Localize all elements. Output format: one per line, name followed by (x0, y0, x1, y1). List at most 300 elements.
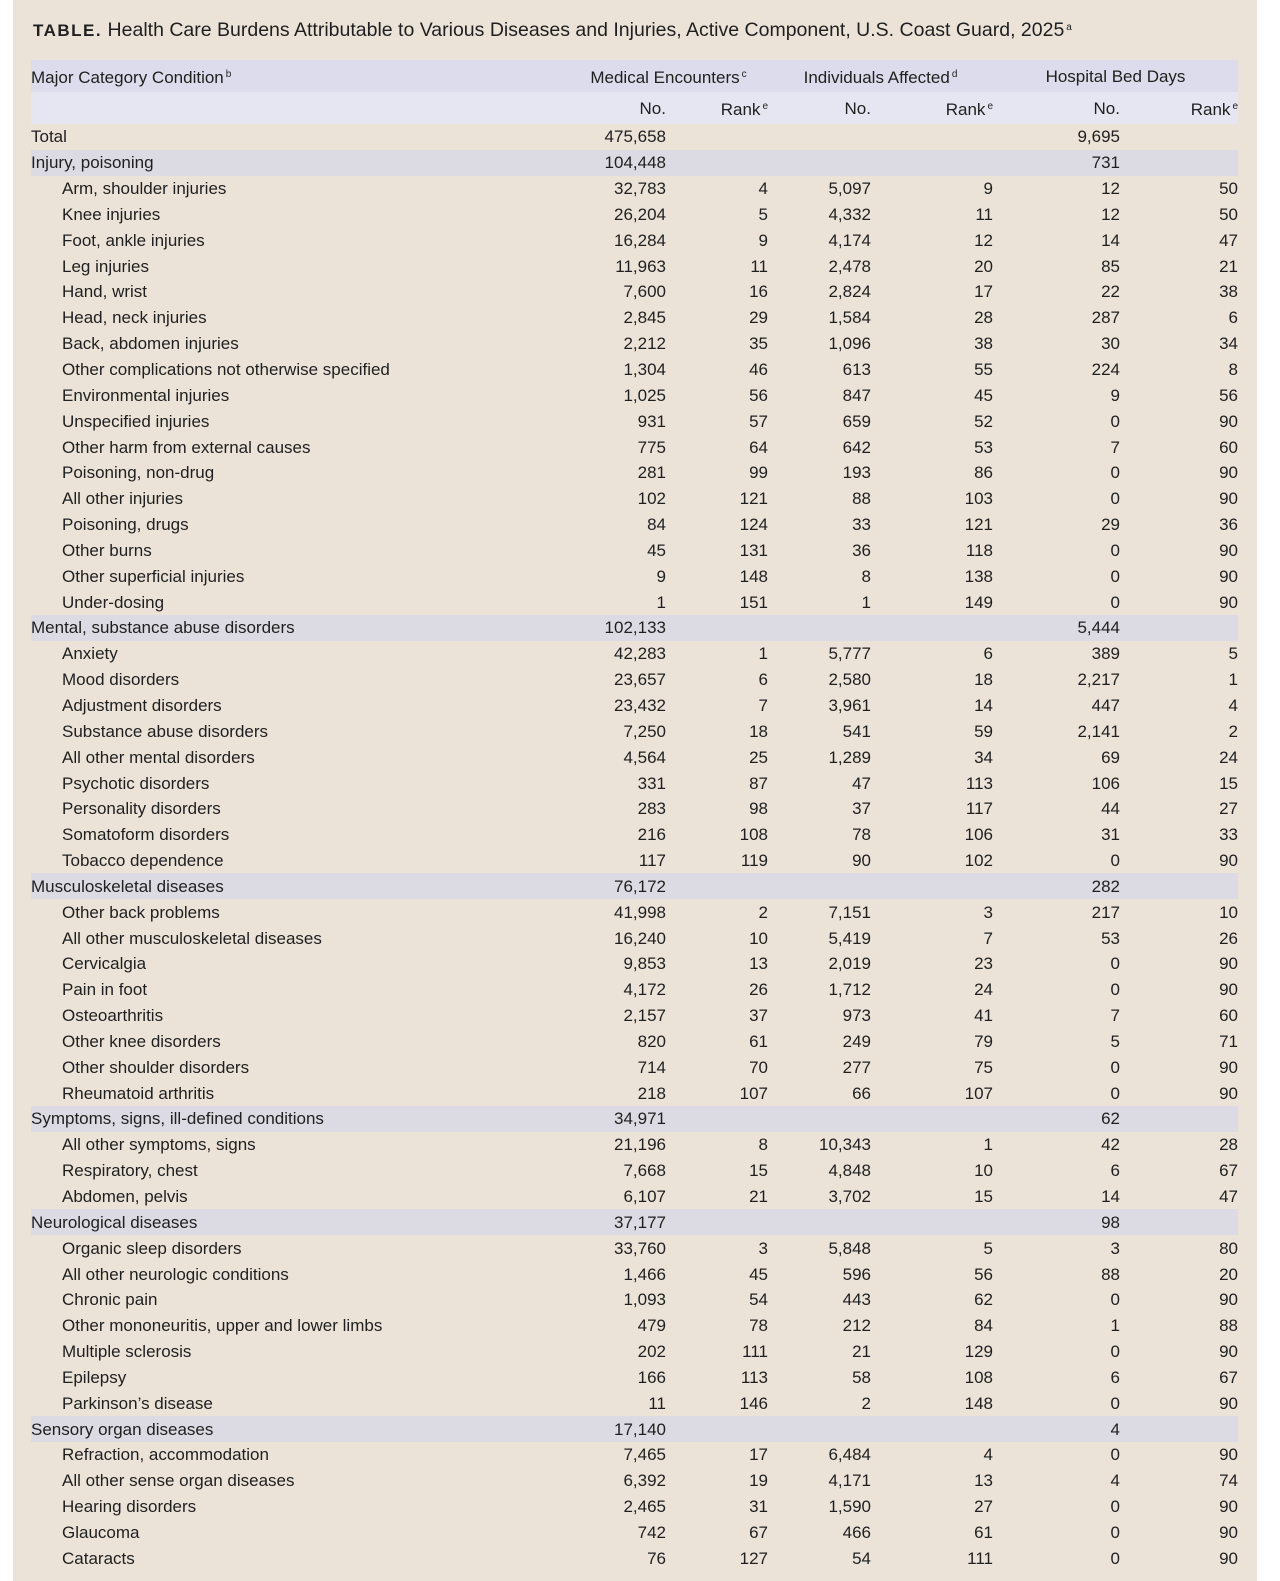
bed-days-no-cell: 0 (1110, 980, 1120, 1000)
encounters-rank-cell: 29 (749, 308, 768, 328)
table-row (31, 796, 1238, 822)
bed-days-no-cell: 88 (1101, 1264, 1120, 1284)
header-enc-no: No. (639, 98, 666, 118)
individuals-no-cell: 88 (852, 489, 871, 509)
encounters-rank-cell: 78 (749, 1316, 768, 1336)
encounters-rank-cell: 26 (749, 980, 768, 1000)
bed-days-rank-cell: 90 (1219, 592, 1238, 612)
individuals-no-cell: 58 (852, 1367, 871, 1387)
individuals-rank-cell: 6 (983, 644, 993, 664)
condition-cell: Leg injuries (62, 256, 149, 276)
individuals-rank-cell: 129 (964, 1342, 993, 1362)
category-row (31, 1416, 1238, 1442)
condition-cell: All other musculoskeletal diseases (62, 928, 322, 948)
encounters-rank-cell: 61 (749, 1031, 768, 1051)
condition-cell: Personality disorders (62, 799, 221, 819)
encounters-no-cell: 11 (648, 1393, 666, 1413)
bed-days-rank-cell: 90 (1219, 1522, 1238, 1542)
encounters-rank-cell: 21 (749, 1187, 768, 1207)
encounters-no-cell: 21,196 (614, 1135, 666, 1155)
encounters-no-cell: 742 (637, 1522, 666, 1542)
encounters-rank-cell: 1 (758, 644, 768, 664)
table-row (31, 176, 1238, 202)
individuals-no-cell: 33 (852, 515, 871, 535)
table-row (31, 1287, 1238, 1313)
condition-cell: Unspecified injuries (62, 411, 210, 431)
condition-cell: Other back problems (62, 902, 220, 922)
individuals-no-cell: 1,590 (828, 1497, 871, 1517)
bed-days-no-cell: 0 (1110, 1290, 1120, 1310)
encounters-rank-cell: 146 (739, 1393, 768, 1413)
data-table (31, 60, 1238, 1571)
bed-days-rank-cell: 74 (1219, 1471, 1238, 1491)
individuals-no-cell: 212 (842, 1316, 871, 1336)
encounters-no-cell: 42,283 (614, 644, 666, 664)
individuals-rank-cell (871, 1106, 993, 1132)
bed-days-no-cell: 0 (1110, 954, 1120, 974)
individuals-no-cell: 47 (852, 773, 871, 793)
bed-days-no-cell: 0 (1110, 411, 1120, 431)
encounters-rank-cell: 46 (749, 360, 768, 380)
individuals-rank-cell (871, 615, 993, 641)
individuals-no-cell (768, 124, 871, 150)
encounters-rank-cell: 131 (739, 540, 768, 560)
bed-days-rank-cell: 88 (1219, 1316, 1238, 1336)
encounters-no-cell: 17,140 (614, 1419, 666, 1439)
condition-cell: All other neurologic conditions (62, 1264, 289, 1284)
bed-days-no-cell: 0 (1110, 566, 1120, 586)
table-row (31, 693, 1238, 719)
individuals-rank-cell: 138 (964, 566, 993, 586)
bed-days-no-cell: 29 (1101, 515, 1120, 535)
individuals-rank-cell: 28 (974, 308, 993, 328)
condition-cell: Other complications not otherwise specified (62, 360, 390, 380)
bed-days-no-cell: 42 (1101, 1135, 1120, 1155)
individuals-no-cell: 3,961 (828, 695, 871, 715)
individuals-no-cell: 613 (842, 360, 871, 380)
table-row (31, 434, 1238, 460)
condition-cell: Respiratory, chest (62, 1161, 198, 1181)
encounters-rank-cell: 148 (739, 566, 768, 586)
bed-days-no-cell: 6 (1110, 1161, 1120, 1181)
condition-cell: Other knee disorders (62, 1031, 221, 1051)
bed-days-no-cell: 0 (1110, 592, 1120, 612)
bed-days-rank-cell: 6 (1228, 308, 1238, 328)
individuals-no-cell: 7,151 (828, 902, 871, 922)
bed-days-rank-cell: 21 (1219, 256, 1238, 276)
individuals-rank-cell: 107 (964, 1083, 993, 1103)
encounters-no-cell: 41,998 (614, 902, 666, 922)
encounters-no-cell: 1,025 (623, 385, 666, 405)
encounters-rank-cell: 17 (749, 1445, 768, 1465)
table-row (31, 331, 1238, 357)
individuals-no-cell: 54 (852, 1548, 871, 1568)
encounters-no-cell: 6,392 (623, 1471, 666, 1491)
individuals-no-cell: 1,289 (828, 747, 871, 767)
individuals-no-cell: 249 (842, 1031, 871, 1051)
encounters-no-cell: 4,564 (623, 747, 666, 767)
table-row (31, 408, 1238, 434)
bed-days-no-cell: 0 (1110, 463, 1120, 483)
individuals-no-cell: 1 (861, 592, 871, 612)
bed-days-rank-cell: 56 (1219, 385, 1238, 405)
individuals-no-cell: 847 (842, 385, 871, 405)
individuals-rank-cell: 84 (974, 1316, 993, 1336)
encounters-rank-cell: 15 (749, 1161, 768, 1181)
individuals-rank-cell: 121 (964, 515, 993, 535)
encounters-rank-cell (666, 1416, 768, 1442)
bed-days-rank-cell: 47 (1219, 1187, 1238, 1207)
table-row (31, 1468, 1238, 1494)
table-row (31, 563, 1238, 589)
encounters-no-cell: 16,240 (614, 928, 666, 948)
bed-days-no-cell: 0 (1110, 489, 1120, 509)
individuals-rank-cell: 59 (974, 721, 993, 741)
encounters-rank-cell: 56 (749, 385, 768, 405)
individuals-rank-cell: 86 (974, 463, 993, 483)
table-row (31, 977, 1238, 1003)
header-blank (31, 92, 569, 124)
bed-days-no-cell: 0 (1110, 1548, 1120, 1568)
encounters-rank-cell: 18 (749, 721, 768, 741)
encounters-no-cell: 218 (637, 1083, 666, 1103)
bed-days-no-cell: 4 (1110, 1471, 1120, 1491)
bed-days-rank-cell: 26 (1219, 928, 1238, 948)
table-row (31, 538, 1238, 564)
individuals-no-cell: 90 (852, 851, 871, 871)
individuals-rank-cell: 55 (974, 360, 993, 380)
individuals-rank-cell: 79 (974, 1031, 993, 1051)
table-row (31, 848, 1238, 874)
bed-days-rank-cell: 36 (1219, 515, 1238, 535)
table-title-label: TABLE. (33, 21, 103, 40)
bed-days-rank-cell: 50 (1219, 204, 1238, 224)
bed-days-rank-cell: 28 (1219, 1135, 1238, 1155)
bed-days-no-cell: 12 (1101, 204, 1120, 224)
individuals-rank-cell: 23 (974, 954, 993, 974)
condition-cell: Parkinson’s disease (62, 1393, 213, 1413)
bed-days-no-cell: 62 (1101, 1109, 1120, 1129)
individuals-no-cell: 2,580 (828, 670, 871, 690)
bed-days-no-cell: 0 (1110, 1445, 1120, 1465)
bed-days-rank-cell (1120, 124, 1238, 150)
encounters-rank-cell: 4 (758, 179, 768, 199)
individuals-rank-cell: 34 (974, 747, 993, 767)
table-row (31, 1313, 1238, 1339)
individuals-rank-cell: 13 (974, 1471, 993, 1491)
bed-days-no-cell: 3 (1110, 1238, 1120, 1258)
encounters-rank-cell: 113 (740, 1367, 768, 1387)
individuals-no-cell (768, 1416, 871, 1442)
individuals-rank-cell: 20 (974, 256, 993, 276)
encounters-no-cell: 1,093 (623, 1290, 666, 1310)
bed-days-rank-cell (1120, 1106, 1238, 1132)
encounters-no-cell: 9,853 (623, 954, 666, 974)
encounters-no-cell: 166 (637, 1367, 666, 1387)
individuals-no-cell: 10,343 (819, 1135, 871, 1155)
bed-days-no-cell: 22 (1101, 282, 1120, 302)
encounters-no-cell: 216 (637, 825, 666, 845)
condition-cell: All other sense organ diseases (62, 1471, 295, 1491)
encounters-no-cell: 102 (637, 489, 666, 509)
encounters-no-cell: 7,465 (623, 1445, 666, 1465)
encounters-no-cell: 23,432 (614, 695, 666, 715)
bed-days-rank-cell: 47 (1219, 230, 1238, 250)
individuals-rank-cell: 12 (974, 230, 993, 250)
bed-days-no-cell: 9,695 (1077, 127, 1120, 147)
category-row (31, 1106, 1238, 1132)
bed-days-no-cell: 14 (1101, 1187, 1120, 1207)
individuals-rank-cell: 3 (983, 902, 993, 922)
bed-days-rank-cell: 90 (1219, 1548, 1238, 1568)
encounters-rank-cell: 99 (749, 463, 768, 483)
table-row (31, 1520, 1238, 1546)
individuals-rank-cell: 75 (974, 1057, 993, 1077)
bed-days-rank-cell: 90 (1219, 1083, 1238, 1103)
individuals-rank-cell (871, 1209, 993, 1235)
encounters-no-cell: 931 (637, 411, 666, 431)
condition-cell: Rheumatoid arthritis (62, 1083, 215, 1103)
condition-cell: Other mononeuritis, upper and lower limbs (62, 1316, 383, 1336)
encounters-no-cell: 2,212 (623, 334, 666, 354)
condition-cell: Hand, wrist (62, 282, 148, 302)
bed-days-rank-cell: 90 (1219, 411, 1238, 431)
individuals-no-cell: 2,478 (828, 256, 871, 276)
individuals-rank-cell: 148 (964, 1393, 993, 1413)
bed-days-no-cell: 0 (1110, 1057, 1120, 1077)
table-row (31, 227, 1238, 253)
encounters-no-cell: 283 (637, 799, 666, 819)
individuals-rank-cell: 41 (974, 1006, 993, 1026)
table-row (31, 1545, 1238, 1571)
bed-days-no-cell: 31 (1101, 825, 1120, 845)
bed-days-no-cell: 1 (1110, 1316, 1120, 1336)
bed-days-rank-cell (1120, 1209, 1238, 1235)
encounters-rank-cell (666, 615, 768, 641)
bed-days-rank-cell: 8 (1228, 360, 1238, 380)
individuals-rank-cell (871, 873, 993, 899)
bed-days-no-cell: 0 (1110, 851, 1120, 871)
individuals-rank-cell: 17 (974, 282, 993, 302)
header-ind-no: No. (844, 98, 871, 118)
individuals-no-cell: 4,332 (828, 204, 871, 224)
individuals-no-cell (768, 615, 871, 641)
bed-days-rank-cell: 90 (1219, 980, 1238, 1000)
condition-cell: Sensory organ diseases (31, 1419, 214, 1439)
encounters-no-cell: 714 (637, 1057, 666, 1077)
bed-days-rank-cell: 90 (1219, 1290, 1238, 1310)
individuals-rank-cell: 106 (964, 825, 993, 845)
condition-cell: Cataracts (62, 1548, 135, 1568)
encounters-rank-cell (666, 873, 768, 899)
encounters-no-cell: 104,448 (604, 153, 666, 173)
individuals-rank-cell: 11 (975, 204, 993, 224)
condition-cell: All other mental disorders (62, 747, 255, 767)
encounters-rank-cell: 87 (749, 773, 768, 793)
header-medical-encounters: Medical Encounters $^c$ (590, 68, 747, 87)
individuals-no-cell: 4,171 (828, 1471, 871, 1491)
bed-days-rank-cell: 4 (1228, 695, 1238, 715)
individuals-rank-cell: 4 (983, 1445, 993, 1465)
bed-days-no-cell: 0 (1110, 1342, 1120, 1362)
encounters-rank-cell: 8 (758, 1135, 768, 1155)
header-ind-rank: Rank $^e$ (945, 100, 993, 119)
encounters-rank-cell: 5 (758, 204, 768, 224)
table-row (31, 253, 1238, 279)
encounters-rank-cell: 16 (749, 282, 768, 302)
bed-days-rank-cell: 1 (1228, 670, 1238, 690)
individuals-rank-cell: 52 (974, 411, 993, 431)
individuals-rank-cell: 45 (974, 385, 993, 405)
header-row-groups (31, 60, 1238, 92)
individuals-no-cell: 5,419 (828, 928, 871, 948)
table-row (31, 382, 1238, 408)
encounters-no-cell: 1 (656, 592, 666, 612)
encounters-rank-cell: 11 (750, 256, 768, 276)
bed-days-rank-cell: 2 (1228, 721, 1238, 741)
bed-days-rank-cell: 27 (1219, 799, 1238, 819)
encounters-no-cell: 26,204 (614, 204, 666, 224)
individuals-rank-cell: 56 (974, 1264, 993, 1284)
bed-days-no-cell: 2,141 (1077, 721, 1120, 741)
table-row (31, 1029, 1238, 1055)
encounters-no-cell: 479 (637, 1316, 666, 1336)
individuals-rank-cell: 111 (967, 1548, 993, 1568)
bed-days-no-cell: 53 (1101, 928, 1120, 948)
encounters-no-cell: 32,783 (614, 179, 666, 199)
individuals-no-cell (768, 873, 871, 899)
encounters-rank-cell: 31 (749, 1497, 768, 1517)
encounters-no-cell: 281 (637, 463, 666, 483)
individuals-no-cell: 21 (852, 1342, 871, 1362)
individuals-rank-cell: 149 (964, 592, 993, 612)
encounters-rank-cell: 54 (749, 1290, 768, 1310)
header-hospital-bed-days: Hospital Bed Days (1045, 66, 1186, 86)
encounters-rank-cell: 3 (758, 1238, 768, 1258)
header-individuals-affected: Individuals Affected $^d$ (803, 68, 958, 87)
individuals-no-cell: 596 (842, 1264, 871, 1284)
individuals-rank-cell: 103 (964, 489, 993, 509)
bed-days-no-cell: 14 (1101, 230, 1120, 250)
individuals-no-cell: 541 (842, 721, 871, 741)
individuals-rank-cell: 24 (974, 980, 993, 1000)
table-row (31, 279, 1238, 305)
condition-cell: Pain in foot (62, 980, 148, 1000)
category-row (31, 1209, 1238, 1235)
total-row (31, 124, 1238, 150)
encounters-rank-cell (666, 1106, 768, 1132)
bed-days-rank-cell: 67 (1219, 1161, 1238, 1181)
header-bed-no: No. (1093, 98, 1120, 118)
bed-days-no-cell: 224 (1091, 360, 1120, 380)
bed-days-rank-cell: 10 (1219, 902, 1238, 922)
bed-days-rank-cell (1120, 873, 1238, 899)
bed-days-rank-cell: 20 (1219, 1264, 1238, 1284)
encounters-rank-cell: 111 (742, 1342, 768, 1362)
condition-cell: Osteoarthritis (62, 1006, 164, 1026)
encounters-rank-cell (666, 124, 768, 150)
individuals-rank-cell: 117 (965, 799, 993, 819)
table-row (31, 1261, 1238, 1287)
individuals-no-cell: 2,019 (828, 954, 871, 974)
encounters-rank-cell: 35 (749, 334, 768, 354)
table-row (31, 1054, 1238, 1080)
encounters-rank-cell: 124 (739, 515, 768, 535)
bed-days-rank-cell: 38 (1219, 282, 1238, 302)
bed-days-no-cell: 5 (1110, 1031, 1120, 1051)
condition-cell: Somatoform disorders (62, 825, 230, 845)
individuals-no-cell: 193 (842, 463, 871, 483)
encounters-no-cell: 16,284 (614, 230, 666, 250)
bed-days-rank-cell: 34 (1219, 334, 1238, 354)
encounters-rank-cell: 67 (749, 1522, 768, 1542)
individuals-rank-cell (871, 124, 993, 150)
individuals-no-cell: 1,712 (828, 980, 871, 1000)
bed-days-no-cell: 30 (1101, 334, 1120, 354)
encounters-no-cell: 9 (656, 566, 666, 586)
condition-cell: Injury, poisoning (31, 153, 154, 173)
bed-days-rank-cell: 50 (1219, 179, 1238, 199)
condition-cell: Organic sleep disorders (62, 1238, 242, 1258)
table-row (31, 1390, 1238, 1416)
condition-cell: Arm, shoulder injuries (62, 179, 227, 199)
bed-days-no-cell: 5,444 (1077, 618, 1120, 638)
condition-cell: Adjustment disorders (62, 695, 222, 715)
bed-days-rank-cell: 90 (1219, 463, 1238, 483)
table-row (31, 202, 1238, 228)
bed-days-no-cell: 287 (1091, 308, 1120, 328)
individuals-no-cell: 3,702 (828, 1187, 871, 1207)
bed-days-no-cell: 0 (1110, 1083, 1120, 1103)
individuals-rank-cell: 62 (974, 1290, 993, 1310)
individuals-rank-cell: 15 (974, 1187, 993, 1207)
condition-cell: Back, abdomen injuries (62, 334, 239, 354)
encounters-no-cell: 37,177 (614, 1212, 666, 1232)
bed-days-rank-cell: 90 (1219, 1342, 1238, 1362)
encounters-no-cell: 4,172 (623, 980, 666, 1000)
condition-cell: Other harm from external causes (62, 437, 311, 457)
header-row-subcolumns (31, 92, 1238, 124)
table-row (31, 1339, 1238, 1365)
table-row (31, 770, 1238, 796)
individuals-no-cell: 659 (842, 411, 871, 431)
bed-days-no-cell: 389 (1091, 644, 1120, 664)
condition-cell: Total (31, 127, 67, 147)
individuals-no-cell: 277 (842, 1057, 871, 1077)
individuals-rank-cell: 7 (983, 928, 993, 948)
condition-cell: Neurological diseases (31, 1212, 198, 1232)
encounters-no-cell: 7,668 (623, 1161, 666, 1181)
table-row (31, 1365, 1238, 1391)
individuals-no-cell: 466 (842, 1522, 871, 1542)
encounters-no-cell: 11,963 (615, 256, 666, 276)
bed-days-no-cell: 9 (1110, 385, 1120, 405)
individuals-no-cell: 973 (842, 1006, 871, 1026)
bed-days-no-cell: 282 (1091, 876, 1120, 896)
bed-days-no-cell: 0 (1110, 1522, 1120, 1542)
bed-days-rank-cell: 90 (1219, 1497, 1238, 1517)
condition-cell: Other burns (62, 540, 152, 560)
encounters-no-cell: 33,760 (614, 1238, 666, 1258)
condition-cell: Chronic pain (62, 1290, 158, 1310)
table-row (31, 899, 1238, 925)
bed-days-no-cell: 98 (1101, 1212, 1120, 1232)
header-condition: Major Category Condition $^b$ (31, 68, 232, 87)
bed-days-rank-cell: 24 (1219, 747, 1238, 767)
individuals-no-cell: 1,096 (828, 334, 871, 354)
individuals-rank-cell: 27 (974, 1497, 993, 1517)
individuals-no-cell: 2,824 (828, 282, 871, 302)
